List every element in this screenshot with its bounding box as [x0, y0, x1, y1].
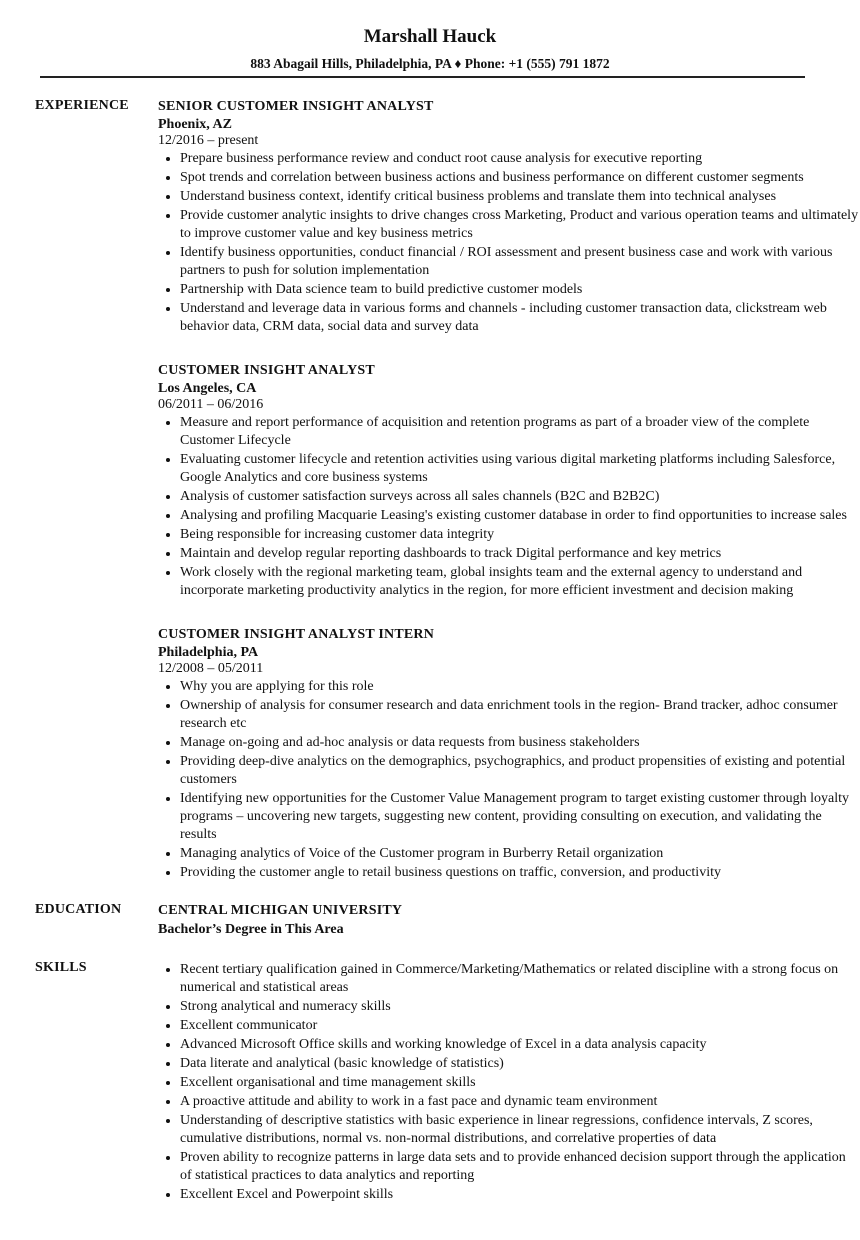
skill-item: • Advanced Microsoft Office skills and working knowledge of Excel in a data analysis capacity	[180, 1035, 860, 1054]
bullet-item: • Being responsible for increasing customer data integrity	[180, 525, 860, 544]
bullet-item: • Analysis of customer satisfaction surveys across all sales channels (B2C and B2B2C)	[180, 487, 860, 506]
skills-section	[35, 960, 860, 1204]
section-label-skills: SKILLS	[35, 960, 87, 975]
skill-item: • Understanding of descriptive statistics with basic experience in linear regressions, confidence intervals, Z scores, cumulative distributions, normal vs. non-normal distributions, and correlative properties of data	[180, 1111, 860, 1148]
job-dates: 06/2011 – 06/2016	[158, 397, 264, 412]
experience-section	[35, 98, 860, 882]
bullet-item: • Providing deep-dive analytics on the demographics, psychographics, and product propensities of existing and potential customers	[180, 752, 860, 789]
bullet-item: • Providing the customer angle to retail business questions on traffic, conversion, and productivity	[180, 863, 860, 882]
skill-item: • Strong analytical and numeracy skills	[180, 997, 860, 1016]
candidate-name: Marshall Hauck	[363, 26, 497, 47]
bullet-item: • Prepare business performance review and conduct root cause analysis for executive reporting	[180, 149, 860, 168]
contact-line: 883 Abagail Hills, Philadelphia, PA ♦ Phone: +1 (555) 791 1872	[250, 56, 610, 71]
degree: Bachelor’s Degree in This Area	[158, 922, 344, 937]
job-title: SENIOR CUSTOMER INSIGHT ANALYST	[158, 99, 434, 114]
job-location: Los Angeles, CA	[158, 381, 257, 396]
section-label-experience: EXPERIENCE	[35, 98, 129, 113]
bullet-item: • Ownership of analysis for consumer research and data enrichment tools in the region- Brand tracker, adhoc consumer research etc	[180, 696, 860, 733]
job-entry	[158, 362, 860, 600]
header-divider	[40, 76, 805, 78]
education-section	[35, 902, 860, 938]
job-title: CUSTOMER INSIGHT ANALYST	[158, 363, 375, 378]
bullet-item: • Identifying new opportunities for the Customer Value Management program to target existing customer through loyalty programs – uncovering new targets, suggesting new content, providing consulting on execution, and validating the results	[180, 789, 860, 844]
job-location: Philadelphia, PA	[158, 645, 259, 660]
bullet-item: • Work closely with the regional marketing team, global insights team and the external agency to understand and incorporate marketing productivity analytics in the region, for more efficient investment and decision making	[180, 563, 860, 600]
job-bullets	[158, 677, 860, 882]
section-label-education: EDUCATION	[35, 902, 122, 917]
bullet-item: • Provide customer analytic insights to drive changes cross Marketing, Product and various operation teams and ultimately to improve customer value and key business metrics	[180, 206, 860, 243]
bullet-item: • Understand and leverage data in various forms and channels - including customer transaction data, clickstream web behavior data, CRM data, social data and survey data	[180, 299, 860, 336]
skill-item: • Proven ability to recognize patterns in large data sets and to provide enhanced decision support through the application of statistical practices to data analytics and reporting	[180, 1148, 860, 1185]
skill-item: • A proactive attitude and ability to work in a fast pace and dynamic team environment	[180, 1092, 860, 1111]
bullet-item: • Identify business opportunities, conduct financial / ROI assessment and present business case and work with various partners to push for solution implementation	[180, 243, 860, 280]
job-entry	[158, 626, 860, 882]
bullet-item: • Spot trends and correlation between business actions and business performance on different customer segments	[180, 168, 860, 187]
bullet-item: • Partnership with Data science team to build predictive customer models	[180, 280, 860, 299]
bullet-item: • Manage on-going and ad-hoc analysis or data requests from business stakeholders	[180, 733, 860, 752]
resume-header	[0, 0, 860, 72]
bullet-item: • Understand business context, identify critical business problems and translate them into technical analyses	[180, 187, 860, 206]
bullet-item: • Why you are applying for this role	[180, 677, 860, 696]
bullet-item: • Measure and report performance of acquisition and retention programs as part of a broader view of the complete Customer Lifecycle	[180, 413, 860, 450]
skill-item: • Excellent communicator	[180, 1016, 860, 1035]
bullet-item: • Maintain and develop regular reporting dashboards to track Digital performance and key metrics	[180, 544, 860, 563]
job-entry	[158, 98, 860, 336]
jobs-list	[158, 98, 860, 882]
skill-item: • Data literate and analytical (basic knowledge of statistics)	[180, 1054, 860, 1073]
job-bullets	[158, 413, 860, 600]
bullet-item: • Analysing and profiling Macquarie Leasing's existing customer database in order to find opportunities to increase sales	[180, 506, 860, 525]
job-title: CUSTOMER INSIGHT ANALYST INTERN	[158, 627, 435, 642]
job-location: Phoenix, AZ	[158, 117, 232, 132]
bullet-item: • Managing analytics of Voice of the Customer program in Burberry Retail organization	[180, 844, 860, 863]
job-dates: 12/2008 – 05/2011	[158, 661, 264, 676]
skill-item: • Recent tertiary qualification gained in Commerce/Marketing/Mathematics or related discipline with a strong focus on numerical and statistical areas	[180, 960, 860, 997]
skill-item: • Excellent Excel and Powerpoint skills	[180, 1185, 860, 1204]
skill-item: • Excellent organisational and time management skills	[180, 1073, 860, 1092]
job-dates: 12/2016 – present	[158, 133, 259, 148]
school-name: CENTRAL MICHIGAN UNIVERSITY	[158, 903, 403, 918]
bullet-item: • Evaluating customer lifecycle and retention activities using various digital marketing platforms including Salesforce, Google Analytics and core business systems	[180, 450, 860, 487]
skills-list	[158, 960, 860, 1204]
job-bullets	[158, 149, 860, 336]
